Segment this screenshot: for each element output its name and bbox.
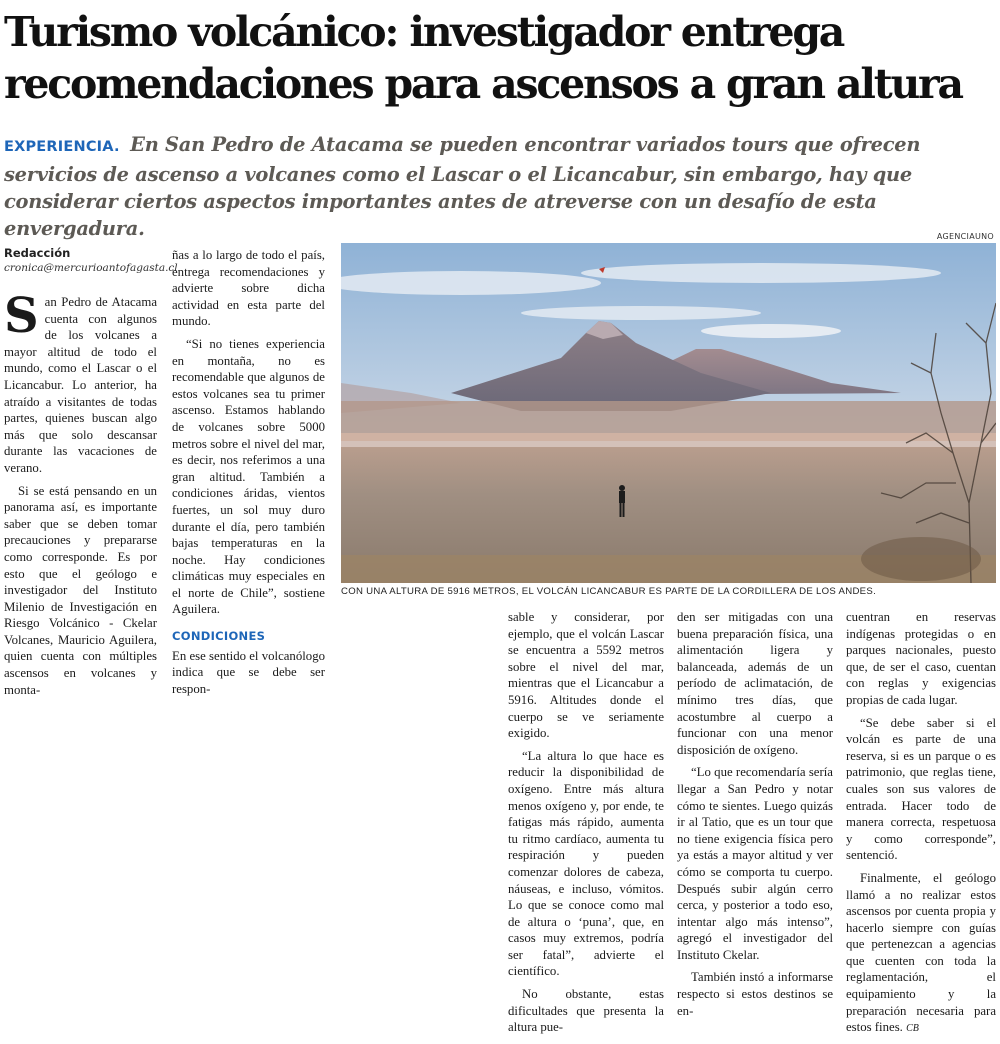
column-1-paragraph-1 bbox=[4, 288, 157, 477]
column-4-paragraph-1: den ser mitigadas con una buena preparación física, una alimentación ligera y balanceada, además de un período de aclimatación, de mínimo tres días, que acostumbre al cuerpo a funcionar con una menor disposición de oxígeno. bbox=[677, 610, 833, 757]
photo-caption: CON UNA ALTURA DE 5916 METROS, EL VOLCÁN LICANCABUR ES PARTE DE LA CORDILLERA DE LOS ANDES. bbox=[341, 586, 877, 597]
headline bbox=[4, 6, 996, 110]
photo-credit: AGENCIAUNO bbox=[936, 232, 994, 241]
volcano-photo bbox=[341, 243, 996, 583]
cloud bbox=[581, 263, 941, 283]
article-column-2 bbox=[172, 247, 325, 703]
column-2-paragraph-1: ñas a lo largo de todo el país, entrega recomendaciones y advierte sobre dicha actividad en esta parte del mundo. bbox=[172, 248, 325, 329]
lead-kicker: EXPERIENCIA. bbox=[4, 139, 120, 155]
column-5-paragraph-3-text: Finalmente, el geólogo llamó a no realizar estos ascensos por cuenta propia y hacerlo siempre con guías que pertenezcan a agencias que cuenten con toda la reglamentación, el equipamiento y la preparación necesaria para estos fines. bbox=[846, 870, 996, 1035]
bush bbox=[861, 537, 981, 581]
salt-flat-haze bbox=[341, 433, 996, 447]
column-2-paragraph-2: “Si no tienes experiencia en montaña, no es recomendable que algunos de estos volcanes sea tu primer ascenso. Estamos hablando de volcanes sobre 5000 metros sobre el nivel del mar, es decir, nos referimos a una gran altitud. También a condiciones áridas, vientos fuertes, un sol muy duro durante el día, pero también bajas temperaturas en la noche. Hay condiciones climáticas muy especiales en el norte de Chile”, sostiene Aguilera. bbox=[172, 336, 325, 617]
headline-line-2: recomendaciones para ascensos a gran altura bbox=[4, 60, 962, 108]
byline-author: Redacción bbox=[4, 246, 71, 260]
column-4-paragraph-2: “Lo que recomendaría sería llegar a San Pedro y notar cómo te sientes. Luego quizás ir al Tatio, que es un tour que no tiene exigencia física pero ya estás a mayor altitud y ver cómo se comporta tu cuerpo. Después subir algún cerro cerca, y posterior a todo eso, intentar algo más intenso”, agregó el investigador del Instituto Ckelar. bbox=[677, 765, 833, 962]
cloud bbox=[701, 324, 841, 338]
article-column-1 bbox=[4, 288, 157, 704]
volcano-photo-illustration bbox=[341, 243, 996, 583]
byline-email[interactable]: cronica@mercurioantofagasta.cl bbox=[4, 262, 178, 274]
headline-line-1: Turismo volcánico: investigador entrega bbox=[4, 8, 844, 56]
column-5-paragraph-2: “Se debe saber si el volcán es parte de una reserva, si es un parque o es patrimonio, que reglas tiene, cuales son sus valores de entrada. Hacer todo de manera correcta, respetuosa y como corresponde”, sentenció. bbox=[846, 715, 996, 863]
lead-paragraph bbox=[4, 131, 994, 242]
column-3-paragraph-1: sable y considerar, por ejemplo, que el volcán Lascar se encuentra a 5592 metros sobre el nivel del mar, mientras que el Licancabur a 5916. Altitudes donde el cuerpo se ve seriamente exigido. bbox=[508, 610, 664, 741]
column-4-paragraph-3: También instó a informarse respecto si estos destinos se en- bbox=[677, 970, 833, 1018]
column-3-paragraph-3: No obstante, estas dificultades que presenta la altura pue- bbox=[508, 987, 664, 1035]
column-5-paragraph-1: cuentran en reservas indígenas protegidas o en parques nacionales, puesto que, de ser el caso, cuentan con reglas y exigencias propias de cada lugar. bbox=[846, 610, 996, 707]
column-1-paragraph-1-text: an Pedro de Atacama cuenta con algunos de los volcanes a mayor altitud de todo el mundo, como el Lascar o el Licancabur. Lo anterior, ha atraído a visitantes de todas partes, quienes buscan algo más que solo descansar durante las vacaciones de verano. bbox=[4, 295, 157, 475]
cloud bbox=[521, 306, 761, 320]
end-mark: CB bbox=[906, 1023, 919, 1035]
column-5-paragraph-3 bbox=[846, 870, 996, 1038]
lead-text: En San Pedro de Atacama se pueden encontrar variados tours que ofrecen servicios de ascenso a volcanes como el Lascar o el Licancabur, sin embargo, hay que considerar ciertos aspectos importantes antes de atreverse con un desafío de esta envergadura. bbox=[4, 133, 921, 240]
column-1-paragraph-2: Si se está pensando en un panorama así, es importante saber que se deben tomar precauciones y prepararse como corresponde. Es por esto que el geólogo e investigador del Instituto Milenio de Investigación en Riesgo Volcánico - Ckelar Volcanes, Mauricio Aguilera, quien cuenta con múltiples ascensos en volcanes y monta- bbox=[4, 483, 157, 697]
section-subhead: CONDICIONES bbox=[172, 629, 266, 644]
article-column-4 bbox=[677, 609, 833, 1025]
article-column-5 bbox=[846, 609, 996, 1044]
column-2-paragraph-3: En ese sentido el volcanólogo indica que se debe ser respon- bbox=[172, 648, 325, 696]
drop-cap: S bbox=[4, 288, 39, 344]
column-3-paragraph-2: “La altura lo que hace es reducir la disponibilidad de oxígeno. Entre más altura menos oxígeno y, por ende, te fatigas más rápido, aumenta tu ritmo cardíaco, aumenta tu respiración y pueden comenzar dolores de cabeza, náuseas, e incluso, vómitos. Lo que se conoce como mal de altura o ‘puna’, que, en casos muy extremos, podría ser fatal”, advierte el científico. bbox=[508, 748, 664, 979]
article-column-3 bbox=[508, 609, 664, 1042]
byline bbox=[4, 246, 178, 274]
